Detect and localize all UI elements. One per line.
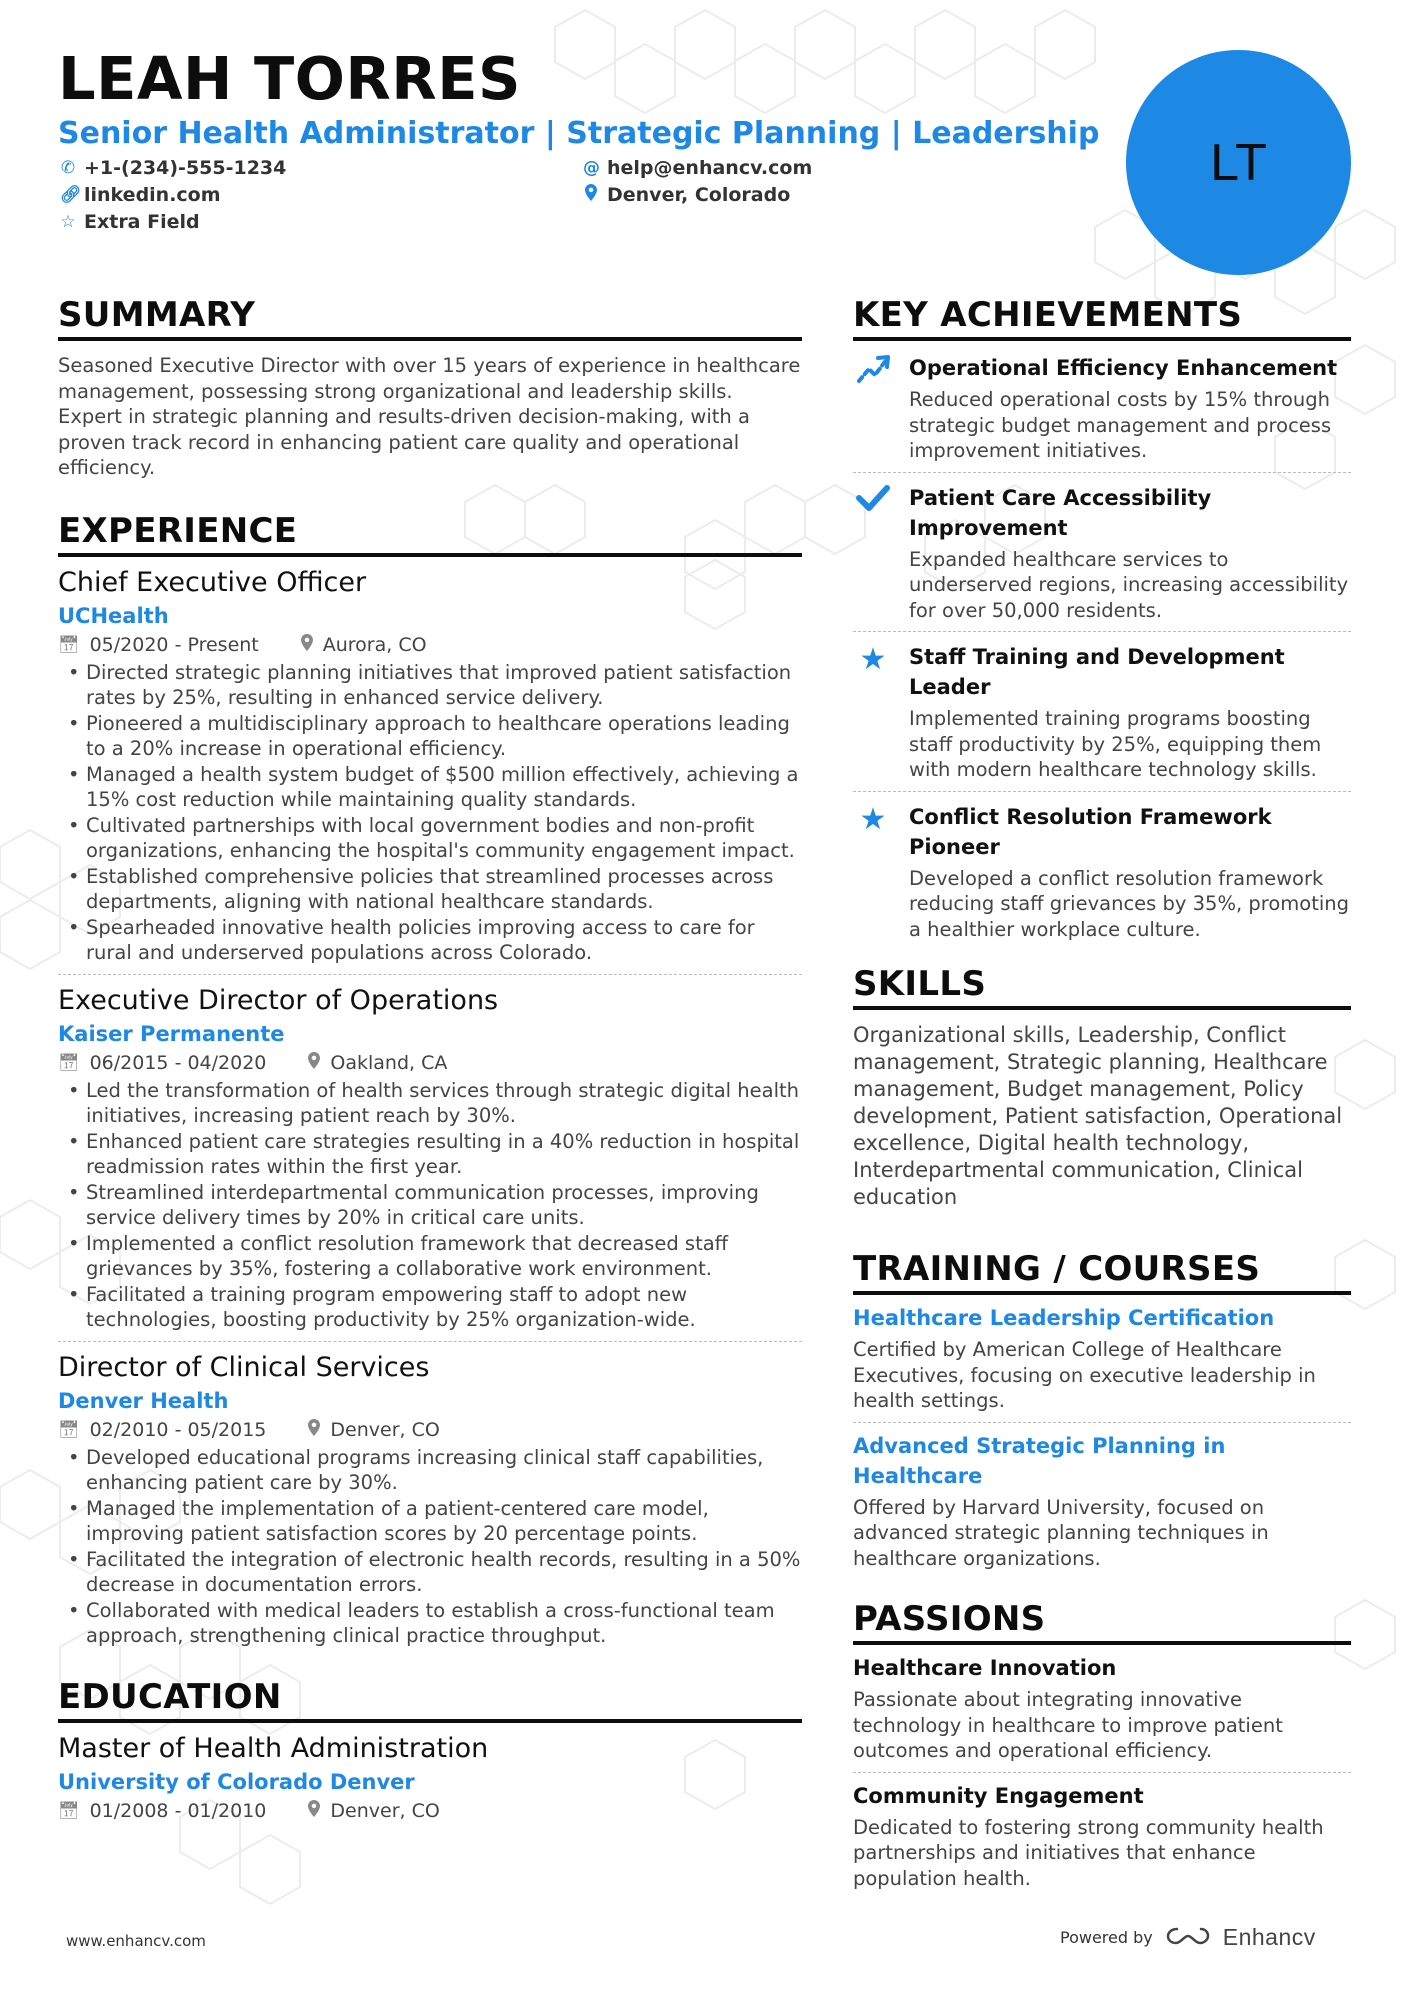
education-meta (58, 1800, 802, 1822)
experience-entry (58, 1352, 802, 1649)
achievement-description: Developed a conflict resolution framework reducing staff grievances by 35%, promoting a healthier workplace culture. (909, 866, 1349, 941)
entry-divider (58, 974, 802, 975)
calendar-icon: 📅︎ (58, 1052, 80, 1073)
job-title: Director of Clinical Services (58, 1351, 430, 1383)
left-column (58, 295, 802, 1822)
enhancv-logo-icon (1165, 1925, 1211, 1951)
education-entry (58, 1733, 802, 1822)
entry-divider (853, 472, 1351, 473)
contact-extra-field (60, 211, 200, 233)
bullet-item: • Led the transformation of health services through strategic digital health initiatives, increasing patient reach by 30%. (58, 1078, 802, 1129)
job-bullets (58, 1445, 802, 1649)
powered-by-label: Powered by (1060, 1928, 1153, 1947)
bullet-item: • Enhanced patient care strategies resulting in a 40% reduction in hospital readmission rates within the first year. (58, 1129, 802, 1180)
summary-text: Seasoned Executive Director with over 15 years of experience in healthcare management, possessing strong organizational and leadership skills. Expert in strategic planning and results-driven decision-making, with a proven track record in enhancing patient care quality and operational efficiency. (58, 354, 801, 479)
bullet-item: • Cultivated partnerships with local government bodies and non-profit organizations, enhancing the hospital's community engagement impact. (58, 813, 802, 864)
map-pin-icon (308, 1800, 320, 1822)
achievement-item (853, 636, 1351, 783)
avatar (1126, 50, 1351, 275)
email-text: help@enhancv.com (607, 157, 813, 179)
job-dates: 05/2020 - Present (89, 633, 259, 656)
passion-description: Passionate about integrating innovative technology in healthcare to improve patient outcomes and operational efficiency. (853, 1688, 1283, 1762)
achievement-title: Patient Care Accessibility Improvement (909, 485, 1212, 540)
entry-divider (853, 1772, 1351, 1773)
company-name: Denver Health (58, 1388, 229, 1413)
job-location: Aurora, CO (322, 633, 427, 656)
education-dates: 01/2008 - 01/2010 (89, 1799, 267, 1822)
brand-name: Enhancv (1222, 1924, 1316, 1950)
calendar-icon: 📅︎ (58, 634, 80, 655)
experience-entry (58, 985, 802, 1342)
bullet-item: • Spearheaded innovative health policies improving access to care for rural and underserved populations across Colorado. (58, 915, 802, 966)
bullet-item: • Developed educational programs increasing clinical staff capabilities, enhancing patient care by 30%. (58, 1445, 802, 1496)
job-dates: 06/2015 - 04/2020 (89, 1051, 267, 1074)
bullet-item: • Established comprehensive policies that streamlined processes across departments, aligning with national healthcare standards. (58, 864, 802, 915)
job-title: Chief Executive Officer (58, 566, 367, 598)
achievement-item (853, 477, 1351, 624)
right-column (853, 295, 1351, 1891)
map-pin-icon (308, 1052, 320, 1074)
footer-branding[interactable] (1060, 1924, 1316, 1951)
passions-heading: PASSIONS (853, 1599, 1351, 1645)
achievement-item (853, 796, 1351, 943)
job-title: Executive Director of Operations (58, 984, 499, 1016)
job-meta (58, 1052, 802, 1074)
passion-title: Community Engagement (853, 1783, 1144, 1808)
entry-divider (58, 1341, 802, 1342)
contact-phone[interactable] (60, 157, 286, 179)
achievement-description: Implemented training programs boosting staff productivity by 25%, equipping them with modern healthcare technology skills. (909, 707, 1322, 781)
job-bullets (58, 660, 802, 966)
bullet-item: • Streamlined interdepartmental communication processes, improving service delivery times by 20% in critical care units. (58, 1180, 802, 1231)
star-icon: ★ (859, 801, 887, 837)
passion-description: Dedicated to fostering strong community health partnerships and initiatives that enhance population health. (853, 1815, 1324, 1890)
job-bullets (58, 1078, 802, 1333)
contact-email[interactable] (583, 157, 812, 179)
link-icon: 🔗︎ (60, 185, 82, 205)
course-title: Advanced Strategic Planning in Healthcare (853, 1433, 1226, 1488)
education-location: Denver, CO (330, 1799, 440, 1822)
achievement-description: Reduced operational costs by 15% through strategic budget management and process improvement initiatives. (909, 388, 1332, 462)
star-outline-icon: ☆ (60, 212, 76, 232)
summary-heading: SUMMARY (58, 295, 802, 341)
achievement-title: Staff Training and Development Leader (909, 645, 1285, 699)
calendar-icon: 📅︎ (58, 1419, 80, 1440)
job-location: Oakland, CA (330, 1051, 448, 1074)
growth-arrow-icon (853, 353, 893, 464)
course-title: Healthcare Leadership Certification (853, 1306, 1275, 1330)
candidate-headline: Senior Health Administrator | Strategic Planning | Leadership (58, 116, 1100, 151)
achievement-description: Expanded healthcare services to underserved regions, increasing accessibility for over 50,000 residents. (909, 547, 1349, 622)
job-location: Denver, CO (330, 1418, 440, 1441)
entry-divider (853, 791, 1351, 792)
phone-icon: ✆ (60, 158, 76, 178)
map-pin-icon (301, 634, 313, 656)
achievement-title: Conflict Resolution Framework Pioneer (909, 804, 1272, 859)
at-sign-icon: @ (583, 158, 600, 178)
degree-title: Master of Health Administration (58, 1732, 489, 1764)
education-heading: EDUCATION (58, 1677, 802, 1723)
achievement-title: Operational Efficiency Enhancement (909, 356, 1338, 380)
skills-heading: SKILLS (853, 964, 1351, 1010)
bullet-item: • Directed strategic planning initiatives that improved patient satisfaction rates by 25%, resulting in enhanced service delivery. (58, 660, 802, 711)
passion-item (853, 1781, 1351, 1892)
star-icon: ★ (859, 642, 887, 677)
footer-website-link[interactable]: www.enhancv.com (66, 1932, 206, 1950)
location-text: Denver, Colorado (607, 184, 791, 206)
passion-item (853, 1653, 1351, 1764)
experience-heading: EXPERIENCE (58, 511, 802, 557)
checkmark-icon (853, 483, 893, 624)
key-achievements-heading: KEY ACHIEVEMENTS (853, 295, 1351, 341)
entry-divider (853, 631, 1351, 632)
phone-text: +1-(234)-555-1234 (84, 157, 287, 179)
bullet-item: • Pioneered a multidisciplinary approach to healthcare operations leading to a 20% increase in operational efficiency. (58, 711, 802, 762)
job-meta (58, 634, 802, 656)
bullet-item: • Managed a health system budget of $500 million effectively, achieving a 15% cost reduction while maintaining quality standards. (58, 762, 802, 813)
entry-divider (853, 1422, 1351, 1423)
passion-title: Healthcare Innovation (853, 1656, 1117, 1680)
calendar-icon: 📅︎ (58, 1800, 80, 1821)
bullet-item: • Facilitated the integration of electronic health records, resulting in a 50% decrease in documentation errors. (58, 1547, 802, 1598)
map-pin-icon (583, 184, 599, 206)
course-item (853, 1431, 1351, 1572)
job-dates: 02/2010 - 05/2015 (89, 1418, 267, 1441)
company-name: UCHealth (58, 603, 169, 628)
map-pin-icon (308, 1419, 320, 1441)
achievement-item (853, 347, 1351, 464)
bullet-item: • Collaborated with medical leaders to establish a cross-functional team approach, strengthening clinical practice throughput. (58, 1598, 802, 1649)
bullet-item: • Managed the implementation of a patient-centered care model, improving patient satisfaction scores by 20 percentage points. (58, 1496, 802, 1547)
avatar-initials: LT (1210, 133, 1267, 192)
linkedin-text: linkedin.com (84, 184, 221, 206)
skills-text: Organizational skills, Leadership, Conflict management, Strategic planning, Healthcare management, Budget management, Policy development, Patient satisfaction, Operational excellence, Digital health technology, Interdepartmental communication, Clinical education (853, 1023, 1343, 1209)
course-description: Offered by Harvard University, focused on advanced strategic planning techniques in healthcare organizations. (853, 1495, 1269, 1570)
training-heading: TRAINING / COURSES (853, 1249, 1351, 1295)
extra-field-text: Extra Field (84, 211, 200, 233)
contact-linkedin[interactable] (60, 184, 221, 206)
school-name: University of Colorado Denver (58, 1769, 415, 1794)
course-item (853, 1303, 1351, 1414)
contact-location (583, 184, 790, 206)
bullet-item: • Implemented a conflict resolution framework that decreased staff grievances by 35%, fostering a collaborative work environment. (58, 1231, 802, 1282)
candidate-name: LEAH TORRES (58, 44, 522, 113)
company-name: Kaiser Permanente (58, 1021, 285, 1046)
bullet-item: • Facilitated a training program empowering staff to adopt new technologies, boosting productivity by 25% organization-wide. (58, 1282, 802, 1333)
job-meta (58, 1419, 802, 1441)
course-description: Certified by American College of Healthcare Executives, focusing on executive leadership in health settings. (853, 1338, 1316, 1412)
experience-entry (58, 567, 802, 975)
